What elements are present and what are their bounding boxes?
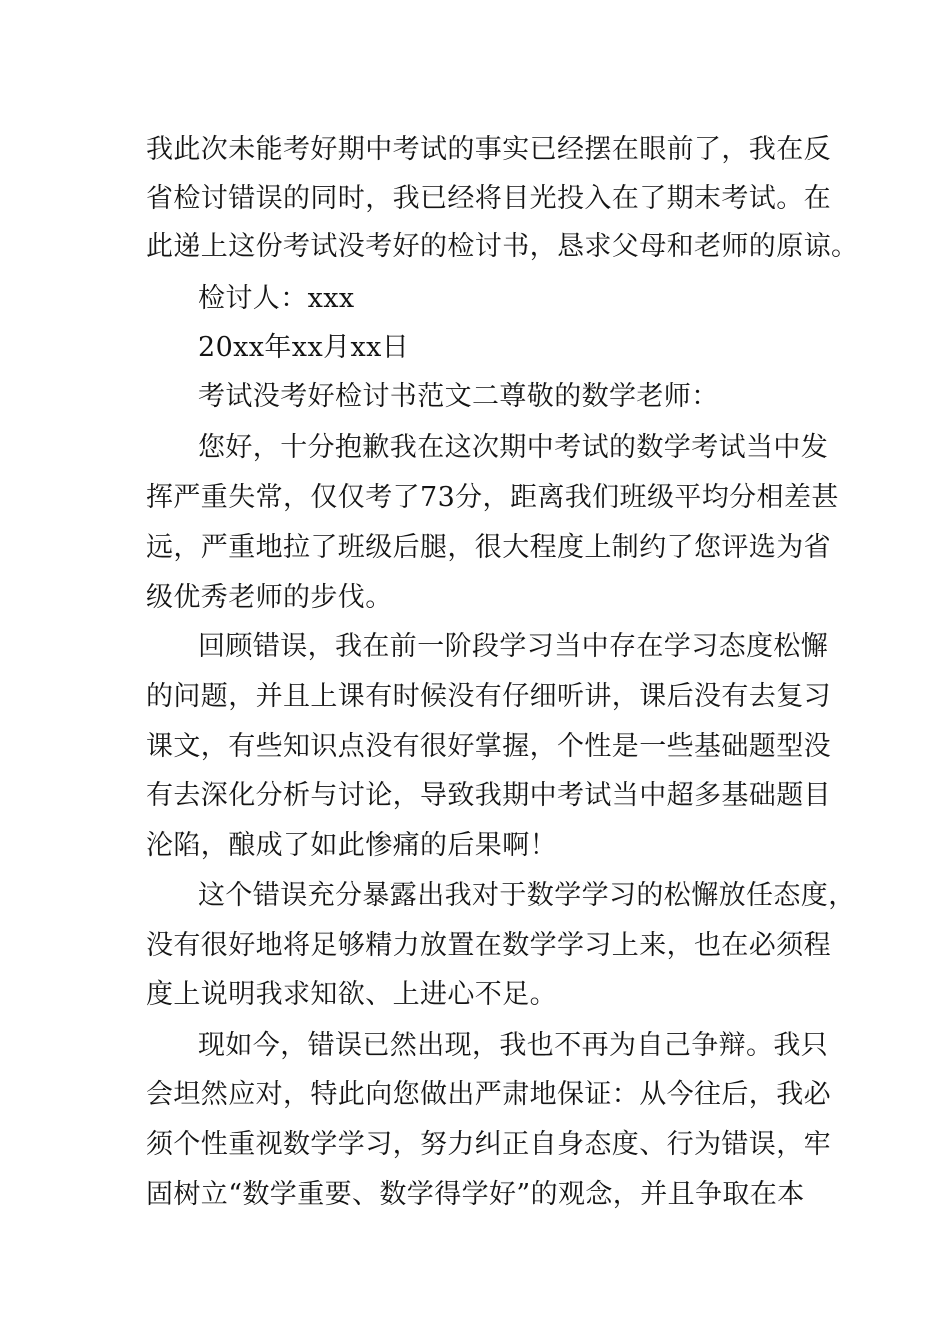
paragraph-line: 会坦然应对，特此向您做出严肃地保证：从今往后，我必 <box>146 1079 831 1110</box>
paragraph-line: 远，严重地拉了班级后腿，很大程度上制约了您评选为省 <box>146 532 831 563</box>
paragraph-line: 我此次未能考好期中考试的事实已经摆在眼前了，我在反 <box>146 134 831 165</box>
paragraph-line: 此递上这份考试没考好的检讨书，恳求父母和老师的原谅。 <box>146 231 859 262</box>
paragraph-line: 的问题，并且上课有时候没有仔细听讲，课后没有去复习 <box>146 681 831 712</box>
signature-line: 检讨人：xxx <box>198 283 355 314</box>
paragraph-line: 须个性重视数学学习，努力纠正自身态度、行为错误，牢 <box>146 1129 831 1160</box>
paragraph-line: 回顾错误，我在前一阶段学习当中存在学习态度松懈 <box>198 631 829 662</box>
paragraph-line: 级优秀老师的步伐。 <box>146 582 393 613</box>
paragraph-line: 这个错误充分暴露出我对于数学学习的松懈放任态度， <box>198 880 856 911</box>
paragraph-line: 您好，十分抱歉我在这次期中考试的数学考试当中发 <box>198 432 829 463</box>
paragraph-line: 省检讨错误的同时，我已经将目光投入在了期末考试。在 <box>146 183 831 214</box>
paragraph-line: 课文，有些知识点没有很好掌握，个性是一些基础题型没 <box>146 731 831 762</box>
paragraph-line: 沦陷，酿成了如此惨痛的后果啊！ <box>146 830 557 861</box>
paragraph-line: 有去深化分析与讨论，导致我期中考试当中超多基础题目 <box>146 780 831 811</box>
paragraph-line: 度上说明我求知欲、上进心不足。 <box>146 979 557 1010</box>
paragraph-line: 固树立“数学重要、数学得学好”的观念，并且争取在本 <box>146 1179 805 1210</box>
paragraph-line: 挥严重失常，仅仅考了73分，距离我们班级平均分相差甚 <box>146 482 839 513</box>
section-heading: 考试没考好检讨书范文二尊敬的数学老师： <box>198 381 719 412</box>
paragraph-line: 现如今，错误已然出现，我也不再为自己争辩。我只 <box>198 1030 829 1061</box>
date-line: 20xx年xx月xx日 <box>198 332 410 363</box>
paragraph-line: 没有很好地将足够精力放置在数学学习上来，也在必须程 <box>146 930 831 961</box>
